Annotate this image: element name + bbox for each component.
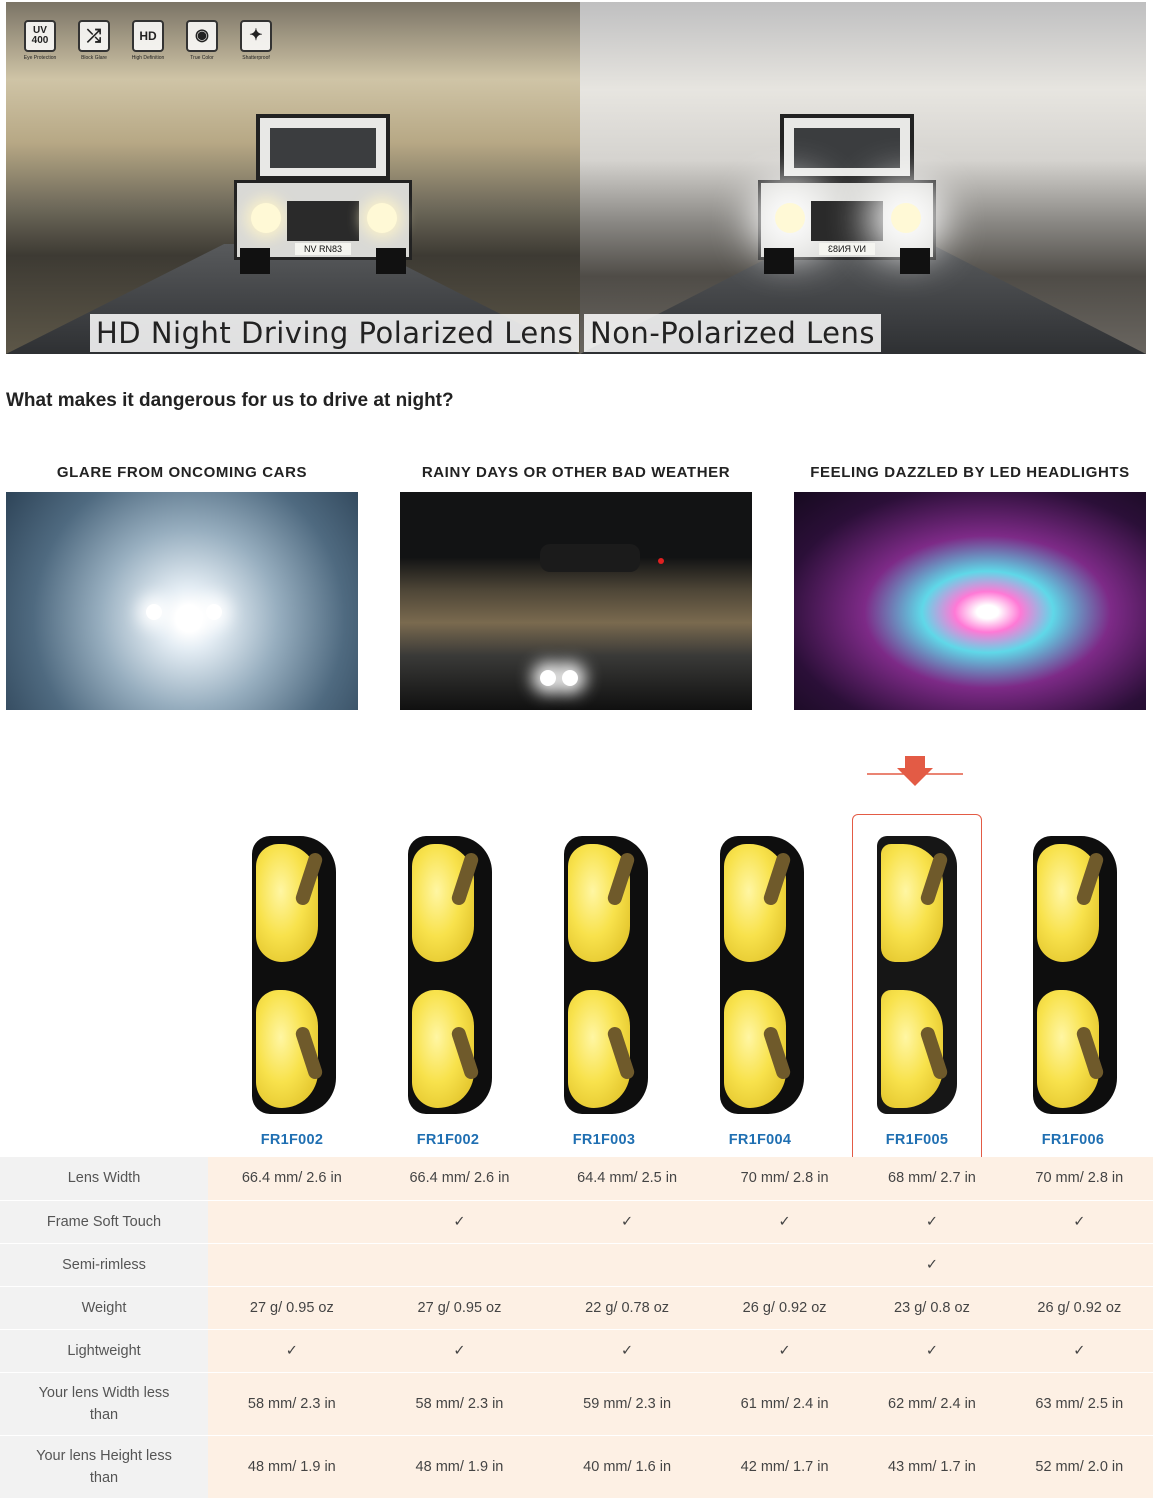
down-arrow-icon <box>867 756 963 786</box>
product-fr1f002[interactable] <box>378 830 518 1148</box>
snow-glare-image <box>6 492 358 710</box>
non-polarized-view <box>580 2 1146 354</box>
cell: 52 mm/ 2.0 in <box>1006 1435 1153 1498</box>
glasses-image <box>398 830 498 1122</box>
check-cell <box>208 1200 376 1243</box>
cell: 58 mm/ 2.3 in <box>376 1372 544 1435</box>
table-row <box>0 1372 1153 1435</box>
scenario-rain <box>400 460 752 710</box>
cell: 26 g/ 0.92 oz <box>711 1286 858 1329</box>
check-cell: ✓ <box>858 1200 1005 1243</box>
uv-shield-icon: UV 400 Eye Protection <box>20 20 60 61</box>
hero-comparison <box>6 2 1146 354</box>
cell: 70 mm/ 2.8 in <box>711 1157 858 1200</box>
check-cell <box>376 1243 544 1286</box>
cell: 63 mm/ 2.5 in <box>1006 1372 1153 1435</box>
check-cell: ✓ <box>858 1329 1005 1372</box>
table-row <box>0 1435 1153 1498</box>
cell: 27 g/ 0.95 oz <box>208 1286 376 1329</box>
license-plate: NV RN83 <box>819 243 875 255</box>
cell: 43 mm/ 1.7 in <box>858 1435 1005 1498</box>
license-plate: NV RN83 <box>295 243 351 255</box>
cell: 48 mm/ 1.9 in <box>208 1435 376 1498</box>
product-model[interactable]: FR1F003 <box>572 1132 636 1148</box>
check-cell <box>1006 1243 1153 1286</box>
row-label: Your lens Width less than <box>0 1372 208 1435</box>
cell: 59 mm/ 2.3 in <box>543 1372 711 1435</box>
cell: 48 mm/ 1.9 in <box>376 1435 544 1498</box>
row-label: Frame Soft Touch <box>0 1200 208 1243</box>
cell: 62 mm/ 2.4 in <box>858 1372 1005 1435</box>
check-cell: ✓ <box>376 1200 544 1243</box>
product-fr1f002[interactable] <box>222 830 362 1148</box>
cell: 26 g/ 0.92 oz <box>1006 1286 1153 1329</box>
table-row <box>0 1200 1153 1243</box>
polarized-label: HD Night Driving Polarized Lens <box>90 314 579 352</box>
product-model[interactable]: FR1F005 <box>885 1132 949 1148</box>
cell: 66.4 mm/ 2.6 in <box>376 1157 544 1200</box>
check-cell: ✓ <box>376 1329 544 1372</box>
cell: 70 mm/ 2.8 in <box>1006 1157 1153 1200</box>
product-model[interactable]: FR1F006 <box>1041 1132 1105 1148</box>
cell: 58 mm/ 2.3 in <box>208 1372 376 1435</box>
row-label: Weight <box>0 1286 208 1329</box>
table-row <box>0 1157 1153 1200</box>
check-cell: ✓ <box>208 1329 376 1372</box>
scenario-title: GLARE FROM ONCOMING CARS <box>56 464 308 481</box>
row-label: Your lens Height less than <box>0 1435 208 1498</box>
truck-image <box>758 114 936 274</box>
check-cell: ✓ <box>543 1329 711 1372</box>
shuffle-icon: ⤮ Block Glare <box>74 20 114 61</box>
eye-icon: ◉ True Color <box>182 20 222 61</box>
product-fr1f005[interactable] <box>847 830 987 1148</box>
product-fr1f003[interactable] <box>534 830 674 1148</box>
check-cell: ✓ <box>1006 1200 1153 1243</box>
product-model[interactable]: FR1F004 <box>728 1132 792 1148</box>
cell: 42 mm/ 1.7 in <box>711 1435 858 1498</box>
table-row <box>0 1329 1153 1372</box>
check-cell: ✓ <box>543 1200 711 1243</box>
truck-image <box>234 114 412 274</box>
hd-icon: HD High Definition <box>128 20 168 61</box>
rain-driving-image <box>400 492 752 710</box>
product-fr1f006[interactable] <box>1003 830 1143 1148</box>
row-label: Lightweight <box>0 1329 208 1372</box>
section-question: What makes it dangerous for us to drive at night? <box>6 390 454 411</box>
check-cell <box>208 1243 376 1286</box>
scenario-title: RAINY DAYS OR OTHER BAD WEATHER <box>421 464 731 481</box>
check-cell: ✓ <box>711 1200 858 1243</box>
check-cell: ✓ <box>858 1243 1005 1286</box>
check-cell <box>543 1243 711 1286</box>
non-polarized-label: Non-Polarized Lens <box>584 314 881 352</box>
glasses-image <box>554 830 654 1122</box>
scenario-led <box>794 460 1146 710</box>
check-cell <box>711 1243 858 1286</box>
cell: 40 mm/ 1.6 in <box>543 1435 711 1498</box>
cell: 66.4 mm/ 2.6 in <box>208 1157 376 1200</box>
glasses-image <box>242 830 342 1122</box>
cell: 22 g/ 0.78 oz <box>543 1286 711 1329</box>
table-row <box>0 1286 1153 1329</box>
glasses-image <box>710 830 810 1122</box>
product-model[interactable]: FR1F002 <box>260 1132 324 1148</box>
spec-comparison-table <box>0 1157 1153 1499</box>
glasses-image <box>867 830 967 1122</box>
scenario-glare <box>6 460 358 710</box>
row-label: Semi-rimless <box>0 1243 208 1286</box>
feature-badges <box>20 20 276 61</box>
glasses-image <box>1023 830 1123 1122</box>
cell: 27 g/ 0.95 oz <box>376 1286 544 1329</box>
table-row <box>0 1243 1153 1286</box>
shatterproof-icon: ✦ Shatterproof <box>236 20 276 61</box>
cell: 68 mm/ 2.7 in <box>858 1157 1005 1200</box>
scenario-title: FEELING DAZZLED BY LED HEADLIGHTS <box>810 464 1130 481</box>
product-model[interactable]: FR1F002 <box>416 1132 480 1148</box>
cell: 64.4 mm/ 2.5 in <box>543 1157 711 1200</box>
check-cell: ✓ <box>1006 1329 1153 1372</box>
cell: 61 mm/ 2.4 in <box>711 1372 858 1435</box>
cell: 23 g/ 0.8 oz <box>858 1286 1005 1329</box>
check-cell: ✓ <box>711 1329 858 1372</box>
led-headlights-image <box>794 492 1146 710</box>
product-fr1f004[interactable] <box>690 830 830 1148</box>
row-label: Lens Width <box>0 1157 208 1200</box>
